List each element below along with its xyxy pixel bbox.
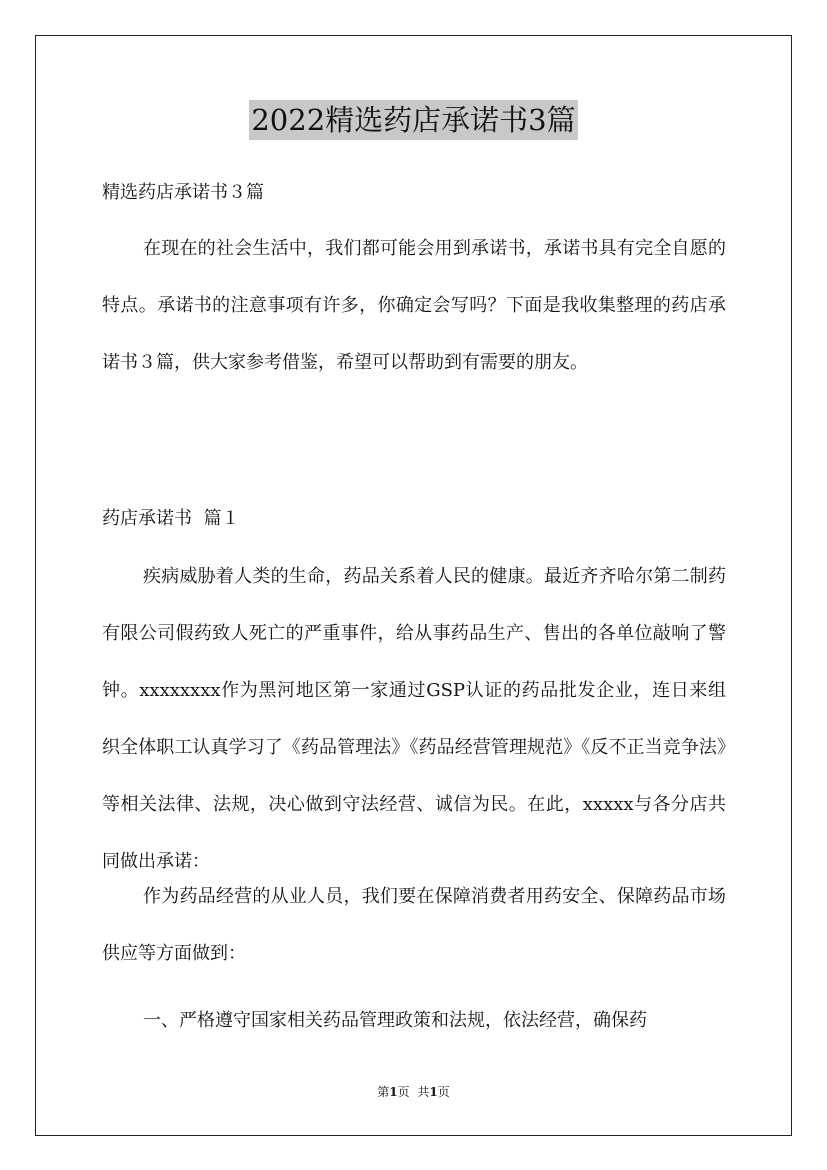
total-pages: 1 — [429, 1085, 438, 1099]
document-subtitle: 精选药店承诺书３篇 — [102, 182, 264, 203]
total-label-prefix: 共 — [417, 1085, 430, 1099]
section-heading: 药店承诺书 篇１ — [102, 508, 240, 529]
page-footer — [0, 1084, 827, 1100]
title-container — [0, 100, 827, 140]
page-label-prefix: 第 — [377, 1085, 390, 1099]
intro-paragraph: 在现在的社会生活中，我们都可能会用到承诺书，承诺书具有完全自愿的特点。承诺书的注意事项有许多，你确定会写吗？下面是我收集整理的药店承诺书３篇，供大家参考借鉴，希望可以帮助到有需要的朋友。 — [102, 238, 726, 373]
page-label-suffix: 页 — [397, 1085, 410, 1099]
section-paragraph-3: 一、严格遵守国家相关药品管理政策和法规，依法经营，确保药 — [143, 1010, 647, 1031]
total-label-suffix: 页 — [437, 1085, 450, 1099]
section-paragraph-2: 作为药品经营的从业人员，我们要在保障消费者用药安全、保障药品市场供应等方面做到： — [102, 886, 726, 964]
section-paragraph-1: 疾病威胁着人类的生命，药品关系着人民的健康。最近齐齐哈尔第二制药有限公司假药致人死亡的严重事件，给从事药品生产、售出的各单位敲响了警钟。xxxxxxxx作为黑河地区第一家通过GSP认证的药品批发企业，连日来组织全体职工认真学习了《药品管理法》《药品经营管理规范》《反不正当竞争法》等相关法律、法规，决心做到守法经营、诚信为民。在此，xxxxx与各分店共同做出承诺： — [102, 566, 726, 872]
document-title: 2022精选药店承诺书3篇 — [249, 100, 577, 140]
page-number: 1 — [389, 1085, 398, 1099]
